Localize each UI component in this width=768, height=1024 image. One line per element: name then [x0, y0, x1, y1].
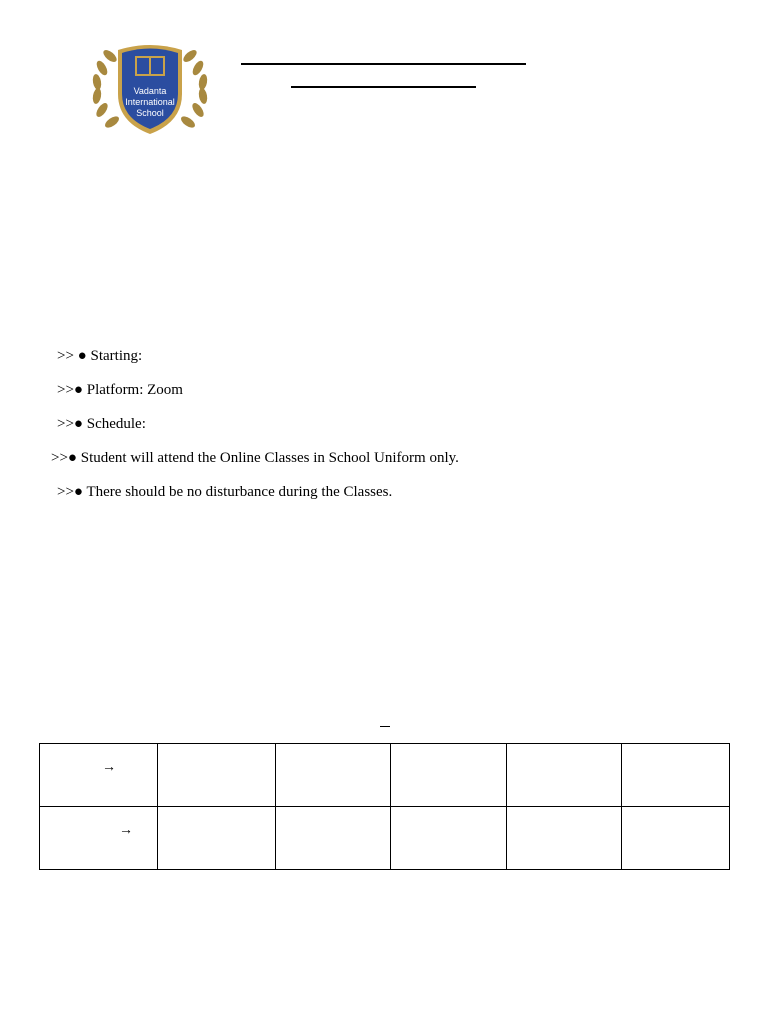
table-cell	[622, 807, 730, 870]
laurel-right	[179, 48, 208, 130]
crest-text-line-3: School	[136, 108, 164, 118]
point-text: There should be no disturbance during the Classes.	[86, 484, 393, 500]
table-row	[40, 744, 730, 807]
table-cell	[507, 807, 622, 870]
point-prefix: >>●	[51, 450, 81, 466]
arrow-right-icon: →	[102, 760, 116, 775]
point-platform	[57, 381, 183, 399]
point-text: Platform: Zoom	[86, 382, 183, 398]
table-cell	[391, 807, 507, 870]
point-schedule	[57, 415, 146, 433]
schedule-table	[39, 743, 730, 870]
point-prefix: >>●	[57, 416, 87, 432]
point-prefix: >>●	[57, 484, 87, 500]
school-crest-icon	[88, 38, 212, 138]
table-cell	[158, 744, 276, 807]
table-cell	[507, 744, 622, 807]
table-caption-rule	[380, 726, 390, 727]
table-cell	[276, 807, 391, 870]
table-cell	[622, 744, 730, 807]
point-starting	[57, 347, 142, 365]
point-text: Student will attend the Online Classes in School Uniform only.	[80, 450, 459, 466]
table-cell	[391, 744, 507, 807]
point-disturbance	[57, 483, 392, 501]
table-cell	[276, 744, 391, 807]
point-text: Starting:	[90, 348, 143, 364]
book-icon	[135, 56, 165, 76]
title-rule-2	[291, 86, 476, 88]
school-logo	[88, 38, 212, 138]
point-uniform	[51, 449, 459, 467]
table-cell-row-label	[40, 744, 158, 807]
point-prefix: >>●	[57, 382, 87, 398]
title-rule-1	[241, 63, 526, 65]
crest-text-line-2: International	[125, 97, 175, 107]
table-cell-row-label	[40, 807, 158, 870]
arrow-right-icon: →	[119, 823, 133, 838]
table-row	[40, 807, 730, 870]
point-prefix: >> ●	[57, 348, 91, 364]
point-text: Schedule:	[86, 416, 146, 432]
table-cell	[158, 807, 276, 870]
crest-text-line-1: Vadanta	[133, 86, 167, 96]
laurel-left	[92, 48, 121, 130]
